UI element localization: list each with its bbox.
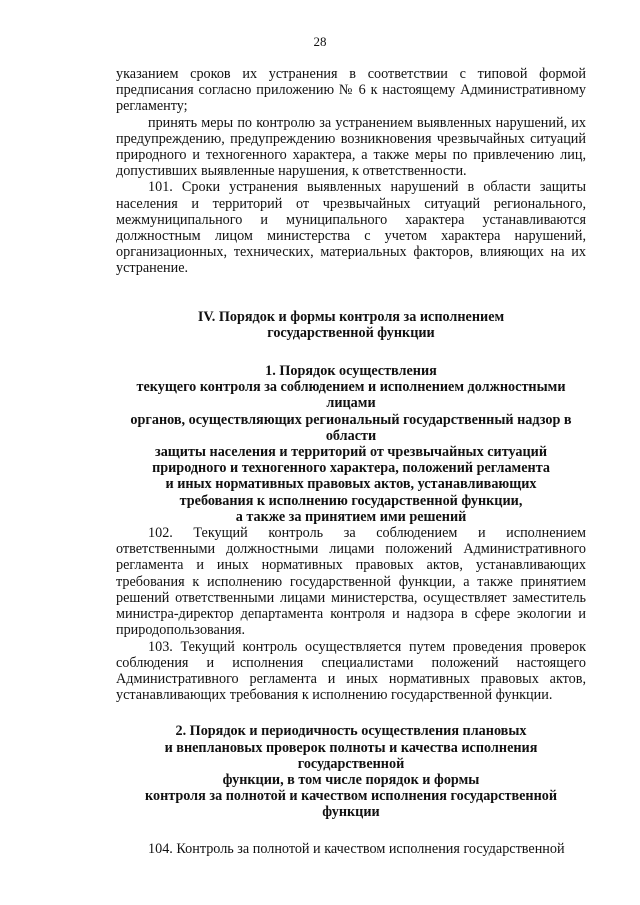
paragraph-103: 103. Текущий контроль осуществляется путем проведения проверок соблюдения и исполнения специалистами положений настоящего Административного регламента и иных нормативных правовых актов, устанавливающих требования к исполнению государственной функции. [116, 638, 586, 704]
paragraph-101: 101. Сроки устранения выявленных нарушений в области защиты населения и территорий от чрезвычайных ситуаций регионального, межмуниципального и муниципального характера устанавливаются должностным лицом министерства с учетом характера нарушений, организационных, технических, материальных факторов, влияющих на их устранение. [116, 179, 586, 277]
subheading-line: требования к исполнению государственной функции, [179, 492, 523, 509]
section-heading-line: IV. Порядок и формы контроля за исполнением [197, 308, 505, 325]
subheading-line: и иных нормативных правовых актов, устанавливающих [165, 476, 537, 493]
paragraph-continuation: указанием сроков их устранения в соответствии с типовой формой предписания согласно приложению № 6 к настоящему Административному регламенту; [116, 66, 586, 115]
document-body [116, 66, 586, 857]
paragraph-measures: принять меры по контролю за устранением выявленных нарушений, их предупреждению, предупреждению возникновения чрезвычайных ситуаций природного и техногенного характера, а также меры по привлечению лиц, допустивших выявленные нарушения, к ответственности. [116, 114, 586, 180]
subheading-line: и внеплановых проверок полноты и качества исполнения государственной [164, 739, 538, 772]
subheading-line: функции, в том числе порядок и формы [222, 771, 480, 788]
subheading-line: текущего контроля за соблюдением и исполнением должностными лицами [136, 379, 566, 412]
subheading-line: 2. Порядок и периодичность осуществления плановых [175, 723, 527, 740]
paragraph-102: 102. Текущий контроль за соблюдением и исполнением ответственными должностными лицами положений Административного регламента и иных нормативных правовых актов, устанавливающих требования к исполнению государственной функции, а также принятием решений ответственными лицами министерства, осуществляет заместитель министра-директор департамента контроля и надзора в сфере экологии и природопользования. [116, 525, 586, 639]
subheading-line: 1. Порядок осуществления [265, 363, 437, 380]
subheading-line: органов, осуществляющих региональный государственный надзор в области [130, 411, 572, 444]
section-heading-iv [116, 309, 586, 341]
subheading-line: контроля за полнотой и качеством исполнения государственной функции [144, 788, 558, 821]
subheading-1 [116, 363, 586, 525]
subheading-2 [116, 723, 586, 820]
subheading-line: а также за принятием ими решений [235, 508, 467, 525]
section-heading-line: государственной функции [267, 324, 435, 341]
page-number: 28 [313, 34, 327, 49]
paragraph-104: 104. Контроль за полнотой и качеством исполнения государственной [148, 840, 565, 857]
subheading-line: защиты населения и территорий от чрезвычайных ситуаций [155, 444, 547, 461]
subheading-line: природного и техногенного характера, положений регламента [152, 460, 550, 477]
